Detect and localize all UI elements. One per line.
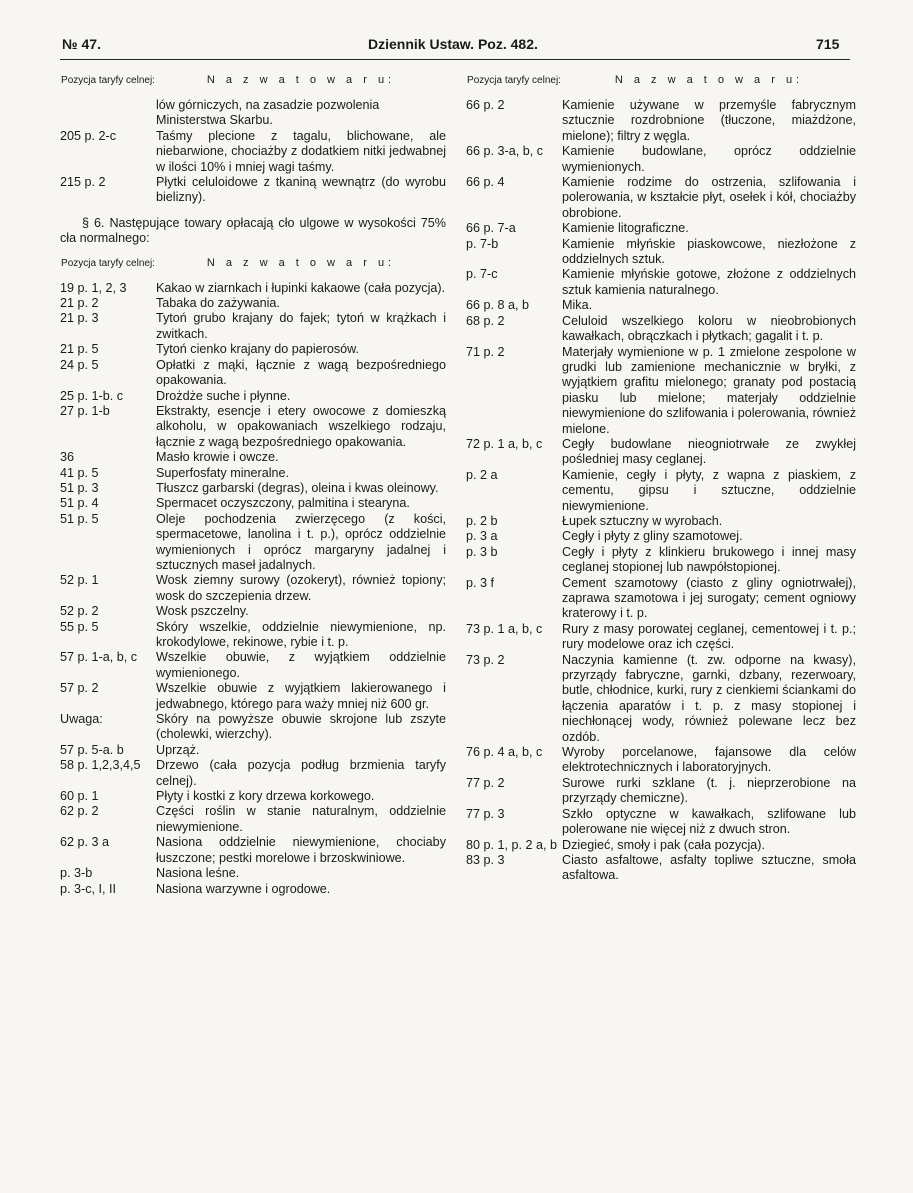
tariff-row	[60, 342, 446, 357]
tariff-code: 51 p. 3	[60, 480, 99, 495]
tariff-code: p. 3 f	[466, 575, 495, 590]
goods-name: Cement szamotowy (ciasto z gliny ogniotrwałej), zaprawa szamotowa i jej surogaty; cement ogniowy kraterowy i t. p.	[562, 575, 856, 621]
tariff-row	[60, 573, 446, 604]
tariff-code: 57 p. 1-a, b, c	[60, 650, 138, 665]
goods-name: Ekstrakty, esencje i etery owocowe z domieszką alkoholu, w opakowaniach wszelkiego rodzaju, łącznie z wagą bezpośredniego opakowania.	[156, 403, 446, 449]
tariff-row	[60, 604, 446, 619]
tariff-code: 66 p. 7-a	[466, 221, 516, 236]
goods-name: Wszelkie obuwie z wyjątkiem lakierowanego i jedwabnego, którego para waży mniej niż 600 gr.	[156, 681, 446, 711]
tariff-code: 51 p. 4	[60, 496, 99, 511]
goods-name: Rury z masy porowatej ceglanej, cementowej i t. p.; rury modelowe oraz ich części.	[562, 621, 856, 652]
tariff-row	[60, 758, 446, 789]
tariff-row	[60, 496, 446, 511]
tariff-list-a	[60, 129, 446, 206]
tariff-code: 58 p. 1,2,3,4,5	[60, 758, 141, 773]
tariff-row	[60, 882, 446, 897]
goods-name: Cegły i płyty z klinkieru brukowego i innej masy ceglanej stopionej lub nawpółstopionej.	[562, 544, 856, 575]
tariff-row	[466, 267, 856, 298]
tariff-row	[466, 221, 856, 236]
tariff-row	[466, 237, 856, 268]
tariff-row	[466, 622, 856, 653]
tariff-code: 68 p. 2	[466, 313, 505, 328]
code-column-header: Pozycja taryfy celnej:	[467, 75, 561, 86]
tariff-code: 66 p. 2	[466, 98, 505, 112]
goods-name: Wosk ziemny surowy (ozokeryt), również topiony; wosk do szczepienia drzew.	[156, 573, 446, 603]
name-column-header: N a z w a t o w a r u:	[614, 74, 804, 87]
tariff-code: 80 p. 1, p. 2 a, b	[466, 837, 558, 852]
tariff-code: 77 p. 3	[466, 806, 505, 821]
tariff-row	[466, 144, 856, 175]
table-header	[60, 247, 446, 281]
tariff-row	[466, 776, 856, 807]
tariff-code: 19 p. 1, 2, 3	[60, 280, 127, 295]
tariff-code: 205 p. 2-c	[60, 128, 117, 143]
goods-name: Płytki celuloidowe z tkaniną wewnątrz (do wyrobu bielizny).	[156, 175, 446, 205]
tariff-code: 27 p. 1-b	[60, 403, 110, 418]
tariff-row	[60, 681, 446, 712]
goods-name: Tabaka do zażywania.	[156, 296, 280, 311]
tariff-row	[60, 712, 446, 743]
name-column-header: N a z w a t o w a r u:	[206, 74, 396, 87]
tariff-code: 83 p. 3	[466, 852, 505, 867]
page-number: 715	[816, 36, 840, 52]
issue-number: № 47.	[62, 36, 101, 52]
tariff-row	[60, 358, 446, 389]
goods-name: Surowe rurki szklane (t. j. nieprzerobione na przyrządy chemiczne).	[562, 775, 856, 806]
tariff-code: 77 p. 2	[466, 775, 505, 790]
tariff-code: 62 p. 3 a	[60, 835, 110, 850]
goods-name: Spermacet oczyszczony, palmitina i stearyna.	[156, 496, 410, 511]
tariff-list-b	[60, 281, 446, 897]
journal-title: Dziennik Ustaw. Poz. 482.	[368, 36, 538, 52]
tariff-code: Uwaga:	[60, 712, 103, 727]
goods-name: Płyty i kostki z kory drzewa korkowego.	[156, 789, 375, 804]
tariff-code: p. 3-b	[60, 866, 93, 881]
tariff-code: 51 p. 5	[60, 511, 99, 526]
tariff-row	[60, 404, 446, 450]
tariff-code: 21 p. 3	[60, 311, 99, 326]
tariff-code: p. 3 a	[466, 529, 498, 544]
tariff-code: p. 2 a	[466, 467, 498, 482]
goods-name: Tytoń grubo krajany do fajek; tytoń w krążkach i zwitkach.	[156, 311, 446, 341]
tariff-code: 25 p. 1-b. c	[60, 388, 124, 403]
tariff-code: 21 p. 5	[60, 342, 99, 357]
tariff-list-c	[466, 98, 856, 884]
goods-name: Cegły i płyty z gliny szamotowej.	[562, 529, 743, 544]
goods-name: Nasiona oddzielnie niewymienione, chociaby łuszczone; pestki morelowe i brzoskwiniowe.	[156, 835, 446, 865]
goods-name: Kamienie młyńskie gotowe, złożone z oddzielnych sztuk kamienia naturalnego.	[562, 267, 856, 297]
tariff-code: 24 p. 5	[60, 357, 99, 372]
section-6-paragraph: § 6. Następujące towary opłacają cło ulgowe w wysokości 75% cła normalnego:	[60, 215, 446, 246]
tariff-row	[466, 514, 856, 529]
goods-name: Celuloid wszelkiego koloru w nieobrobionych kawałkach, obrączkach i płytkach; gagalit i t. p.	[562, 313, 856, 344]
tariff-row	[466, 576, 856, 622]
tariff-row	[60, 804, 446, 835]
goods-name: Nasiona leśne.	[156, 866, 240, 881]
tariff-code: 36	[60, 450, 75, 465]
tariff-row	[60, 311, 446, 342]
goods-name: Dziegieć, smoły i pak (cała pozycja).	[562, 837, 765, 852]
goods-name: Drzewo (cała pozycja podług brzmienia taryfy celnej).	[156, 758, 446, 788]
goods-name: Drożdże suche i płynne.	[156, 388, 291, 403]
tariff-row	[466, 468, 856, 514]
goods-name: Cegły budowlane nieogniotrwałe ze zwykłej pośledniej masy ceglanej.	[562, 436, 856, 467]
tariff-code: p. 2 b	[466, 513, 498, 528]
goods-name: Wyroby porcelanowe, fajansowe dla celów elektrotechnicznych i laboratoryjnych.	[562, 745, 856, 775]
code-column-header: Pozycja taryfy celnej:	[61, 257, 155, 269]
goods-name: Opłatki z mąki, łącznie z wagą bezpośredniego opakowania.	[156, 357, 446, 388]
goods-name: Wszelkie obuwie, z wyjątkiem oddzielnie wymienionego.	[156, 650, 446, 680]
tariff-row	[60, 512, 446, 574]
tariff-row	[466, 838, 856, 853]
tariff-code: 41 p. 5	[60, 465, 99, 480]
goods-name: Naczynia kamienne (t. zw. odporne na kwasy), przyrządy fabryczne, garnki, dzbany, rezerwoary, butle, chłodnice, kurki, rury z cienkiemi ściankami do łączenia aparatów i t. p. z masy stopionej i niechłonącej wody, również polewane lecz bez ozdób.	[562, 652, 856, 744]
tariff-code: p. 7-b	[466, 236, 499, 251]
header-rule	[60, 59, 850, 60]
tariff-code: p. 7-c	[466, 267, 498, 282]
tariff-row	[60, 466, 446, 481]
tariff-row	[466, 545, 856, 576]
name-column-header: N a z w a t o w a r u:	[206, 256, 396, 269]
tariff-row	[60, 296, 446, 311]
running-header	[0, 36, 913, 58]
tariff-row	[466, 807, 856, 838]
goods-name: Kamienie litograficzne.	[562, 221, 689, 236]
tariff-code: 66 p. 4	[466, 175, 505, 190]
tariff-row	[60, 481, 446, 496]
goods-name: Kamienie rodzime do ostrzenia, szlifowania i polerowania, w kształcie płyt, osełek i kół, chociażby obrobione.	[562, 175, 856, 220]
tariff-code: 57 p. 2	[60, 681, 99, 696]
goods-name: Skóry na powyższe obuwie skrojone lub zszyte (cholewki, wierzchy).	[156, 712, 446, 742]
goods-name: Kakao w ziarnkach i łupinki kakaowe (cała pozycja).	[156, 280, 446, 295]
tariff-code: 215 p. 2	[60, 175, 106, 190]
goods-name: Superfosfaty mineralne.	[156, 465, 290, 480]
tariff-row	[60, 175, 446, 206]
goods-name: Materjały wymienione w p. 1 zmielone zespolone w grudki lub zamienione mechanicznie w bryłki, z wyjątkiem grafitu mielonego; granaty pod postacią piasku lub mielone; materjały oddzielnie niewymienione do szlifowania i polerowania, również mielone.	[562, 344, 857, 436]
tariff-row	[466, 853, 856, 884]
goods-name: Wosk pszczelny.	[156, 604, 249, 619]
goods-name: Kamienie, cegły i płyty, z wapna z piaskiem, z cementu, gipsu i sztuczne, oddzielnie niewymienione.	[562, 467, 856, 513]
goods-name: Oleje pochodzenia zwierzęcego (z kości, spermacetowe, lanolina i t. p.), oprócz oddzielnie wymienionych i oprócz margaryny jadalnej i sztucznych maseł jadalnych.	[156, 511, 446, 572]
goods-name: Skóry wszelkie, oddzielnie niewymienione, np. krokodylowe, rekinowe, rybie i t. p.	[156, 619, 446, 649]
tariff-row	[60, 789, 446, 804]
tariff-code: 52 p. 2	[60, 604, 99, 619]
tariff-code: 21 p. 2	[60, 296, 99, 311]
goods-name: Tytoń cienko krajany do papierosów.	[156, 342, 360, 357]
goods-name: Ciasto asfaltowe, asfalty topliwe sztuczne, smoła asfaltowa.	[562, 852, 856, 883]
tariff-row	[466, 529, 856, 544]
right-column	[466, 64, 856, 884]
tariff-row	[466, 745, 856, 776]
tariff-code: 71 p. 2	[466, 344, 505, 359]
tariff-row	[466, 298, 856, 313]
tariff-row	[466, 175, 856, 221]
tariff-row	[466, 653, 856, 745]
left-column	[60, 64, 446, 897]
tariff-code: 72 p. 1 a, b, c	[466, 436, 543, 451]
tariff-code: 66 p. 8 a, b	[466, 298, 530, 313]
goods-name: Nasiona warzywne i ogrodowe.	[156, 881, 331, 896]
goods-name: Szkło optyczne w kawałkach, szlifowane lub polerowane nie więcej niż z dwuch stron.	[562, 806, 856, 837]
goods-name: Kamienie budowlane, oprócz oddzielnie wymienionych.	[562, 144, 856, 174]
tariff-row	[60, 650, 446, 681]
tariff-code: 57 p. 5-a. b	[60, 742, 124, 757]
tariff-row	[60, 866, 446, 881]
goods-name: Masło krowie i owcze.	[156, 450, 279, 465]
code-column-header: Pozycja taryfy celnej:	[61, 75, 155, 86]
tariff-row	[466, 437, 856, 468]
tariff-code: 66 p. 3-a, b, c	[466, 144, 544, 159]
goods-name: Kamienie używane w przemyśle fabrycznym sztucznie rozdrobnione (tłuczone, miażdżone, mielone); filtry z węgla.	[562, 98, 856, 143]
tariff-row	[60, 281, 446, 296]
tariff-code: 60 p. 1	[60, 789, 99, 804]
table-header	[466, 64, 856, 98]
tariff-row	[466, 345, 856, 437]
tariff-code: 52 p. 1	[60, 573, 99, 588]
tariff-code: 73 p. 1 a, b, c	[466, 621, 543, 636]
tariff-row	[60, 389, 446, 404]
goods-name: Kamienie młyńskie piaskowcowe, niezłożone z oddzielnych sztuk.	[562, 236, 856, 267]
table-header	[60, 64, 446, 98]
tariff-code: 55 p. 5	[60, 619, 99, 634]
tariff-row	[60, 743, 446, 758]
tariff-code: 62 p. 2	[60, 804, 99, 819]
tariff-row	[60, 129, 446, 175]
goods-name: Łupek sztuczny w wyrobach.	[562, 513, 723, 528]
tariff-row	[60, 620, 446, 651]
tariff-code: 76 p. 4 a, b, c	[466, 745, 543, 760]
tariff-code: p. 3 b	[466, 544, 498, 559]
tariff-row	[466, 314, 856, 345]
tariff-code: p. 3-c, I, II	[60, 881, 116, 896]
tariff-row	[466, 98, 856, 144]
goods-name: Tłuszcz garbarski (degras), oleina i kwas oleinowy.	[156, 480, 439, 495]
goods-name: Uprząż.	[156, 742, 200, 757]
tariff-row	[60, 450, 446, 465]
tariff-row	[60, 835, 446, 866]
goods-name: Mika.	[562, 298, 593, 313]
goods-name: Części roślin w stanie naturalnym, oddzielnie niewymienione.	[156, 804, 446, 834]
tariff-code: 73 p. 2	[466, 652, 505, 667]
continued-text: lów górniczych, na zasadzie pozwolenia Ministerstwa Skarbu.	[156, 98, 380, 128]
goods-name: Taśmy plecione z tagalu, blichowane, ale niebarwione, chociażby z dodatkiem nitki jedwabnej w ilości 10% i mniej wagi taśmy.	[156, 128, 446, 174]
